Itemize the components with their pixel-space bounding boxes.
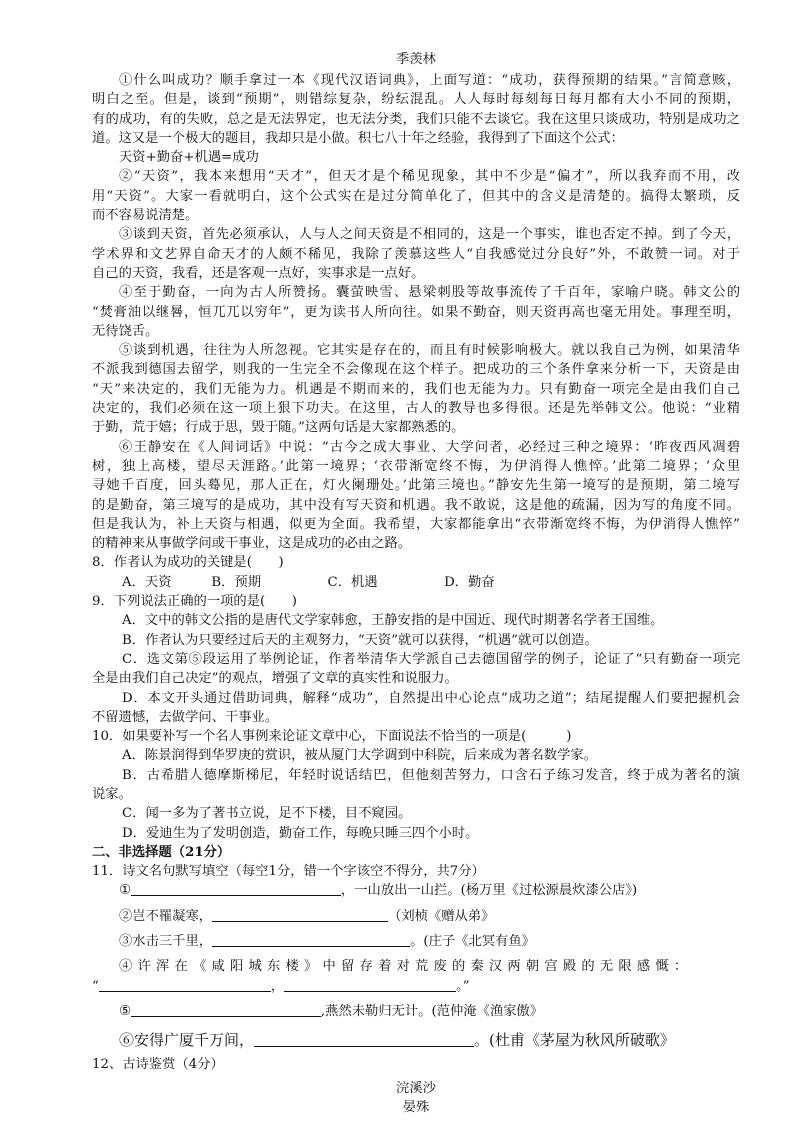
exam-page [92, 50, 740, 1117]
passage-line: ⑥王静安在《人间词话》中说：“古今之成大事业、大学问者，必经过三种之境界：‘昨夜西风凋碧 [119, 439, 740, 455]
passage-line: ④至于勤奋，一向为古人所赞扬。囊萤映雪、悬梁刺股等故事流传了千百年，家喻户晓。韩文公的 [119, 285, 740, 301]
answer-option[interactable]: B．古希腊人德摩斯梯尼，年轻时说话结巴，但他刻苦努力，口含石子练习发音，终于成为著名的演 [122, 767, 740, 783]
passage-line: 于勤，荒于嬉；行成于思，毁于随。”这两句话是大家都熟悉的。 [92, 420, 465, 436]
answer-blank[interactable] [254, 1032, 474, 1047]
passage-line: ③谈到天资，首先必须承认，人与人之间天资是不相同的，这是一个事实，谁也否定不掉。到了今天， [119, 227, 740, 243]
answer-blank[interactable] [131, 1002, 321, 1017]
passage-line: 决定的，我们必须在这一项上狠下功夫。在这里，古人的教导也多得很。还是先举韩文公。他说：“业精 [92, 401, 740, 417]
answer-blank[interactable] [131, 881, 341, 896]
passage-line: 无待饶舌。 [92, 323, 159, 339]
passage-line: 自己的天资，我看，还是客观一点好，实事求是一点好。 [92, 265, 425, 281]
passage-line: “天”来决定的，我们无能为力。机遇是不期而来的，我们也无能为力。只有勤奋一项完全是由我们自己 [92, 381, 740, 397]
section-title: 二、非选择题（21分） [92, 844, 231, 860]
passage-line: 树，独上高楼，望尽天涯路。’此第一境界；‘衣带渐宽终不悔，为伊消得人憔悴。’此第二境界；‘众里 [92, 458, 740, 474]
passage-line: 的精神来从事做学问或干事业，这是成功的必由之路。 [92, 536, 412, 552]
question-stem: 8．作者认为成功的关键是( ) [92, 555, 284, 571]
question-12-stem: 12、古诗鉴赏（4分） [92, 1057, 224, 1073]
fill-item-1: ① ，一山放出一山拦。(杨万里《过松源晨炊漆公店》) [119, 883, 638, 899]
fill-item-2: ②岂不罹凝寒， （刘桢《赠从弟》 [119, 908, 495, 924]
passage-line: 学术界和文艺界自命天才的人颇不稀见，我除了羡慕这些人“自我感觉过分良好”外，不敢赞一词。对于 [92, 246, 740, 262]
passage-author: 季羡林 [396, 52, 436, 67]
option-continuation: 说家。 [92, 786, 132, 802]
answer-blank[interactable] [212, 907, 388, 922]
option-continuation: 全是由我们自己决定”的观点，增强了文章的真实性和说服力。 [92, 671, 458, 687]
answer-blank[interactable] [284, 977, 456, 992]
passage-line: 天资+勤奋+机遇=成功 [119, 150, 259, 166]
fill-item-3: ③水击三千里， 。(庄子《北冥有鱼》 [119, 934, 535, 950]
answer-option[interactable]: D．本文开头通过借助词典，解释“成功”，自然提出中心论点“成功之道”；结尾提醒人们要把握机会 [122, 690, 740, 706]
passage-line: 明白之至。但是，谈到“预期”，则错综复杂，纷纭混乱。人人每时每刻每日每月都有大小不同的预期， [92, 92, 740, 108]
answer-option[interactable]: C．选文第⑤段运用了举例论证，作者举清华大学派自己去德国留学的例子，论证了“只有勤奋一项完 [122, 651, 740, 667]
answer-blank[interactable] [212, 932, 410, 947]
passage-line: “焚膏油以继晷，恒兀兀以穷年”，更为读书人所向往。如果不勤奋，则天资再高也毫无用处。事理至明， [92, 304, 740, 320]
answer-blank[interactable] [99, 977, 271, 992]
passage-line: 不派我到德国去留学，则我的一生完全不会像现在这个样子。把成功的三个条件拿来分析一下，天资是由 [92, 362, 740, 378]
fill-item-4-blanks: “ ， 。” [92, 978, 470, 994]
fill-item-5: ⑤ ,燕然未勒归无计。(范仲淹《渔家傲》 [119, 1003, 544, 1019]
question-11-stem: 11．诗文名句默写填空（每空1分，错一个字该空不得分，共7分） [92, 864, 485, 880]
passage-line: ⑤谈到机遇，往往为人所忽视。它其实是存在的，而且有时候影响极大。就以我自己为例，如果清华 [119, 343, 740, 359]
passage-line: 寻她千百度，回头蓦见，那人正在，灯火阑珊处。’此第三境也。”静安先生第一境写的是预期，第二境写 [92, 478, 740, 494]
answer-option[interactable]: B．作者认为只要经过后天的主观努力，“天资”就可以获得，“机遇”就可以创造。 [122, 632, 598, 648]
passage-line: 的是勤奋，第三境写的是成功，其中没有写天资和机遇。我不敢说，这是他的疏漏，因为写的角度不同。 [92, 497, 740, 513]
answer-option[interactable]: C．闻一多为了著书立说，足不下楼，目不窥园。 [122, 806, 412, 822]
poem-title: 浣溪沙 [396, 1080, 436, 1096]
fill-item-4: ④许浑在《咸阳城东楼》中留存着对荒废的秦汉两朝宫殿的无限感慨： [119, 959, 693, 975]
passage-line: 道。这又是一个极大的题目，我却只是小做。积七八十年之经验，我得到了下面这个公式： [92, 130, 624, 146]
passage-line: 用“天资”。大家一看就明白，这个公式实在是过分简单化了，但其中的含义是清楚的。搞得太繁琐，反 [92, 188, 740, 204]
answer-option[interactable]: D．爱迪生为了发明创造，勤奋工作，每晚只睡三四个小时。 [122, 825, 479, 841]
passage-line: ①什么叫成功？顺手拿过一本《现代汉语词典》，上面写道：“成功，获得预期的结果。”言简意赅， [119, 73, 740, 88]
question-stem: 9．下列说法正确的一项的是( ) [92, 594, 297, 610]
question-stem: 10．如果要补写一个名人事例来论证文章中心，下面说法不恰当的一项是( ) [92, 729, 572, 745]
fill-item-6: ⑥安得广厦千万间， 。(杜甫《茅屋为秋风所破歌》 [119, 1031, 675, 1050]
passage-line: ②“天资”，我本来想用“天才”，但天才是个稀见现象，其中不少是“偏才”，所以我弃而不用，改 [119, 169, 740, 185]
option-continuation: 不留遗憾，去做学问、干事业。 [92, 709, 279, 725]
multiple-choice-questions [92, 553, 740, 842]
passage-body [92, 71, 740, 553]
answer-option[interactable]: A．文中的韩文公指的是唐代文学家韩愈，王静安指的是中国近、现代时期著名学者王国维。 [122, 613, 664, 629]
answer-option[interactable]: A．天资 B．预期 C．机遇 D．勤奋 [122, 574, 495, 590]
poem-author: 晏殊 [402, 1099, 430, 1115]
passage-line: 而不容易说清楚。 [92, 208, 199, 224]
passage-line: 有的成功，有的失败，总之是无法界定，也无法分类，我们只能不去谈它。我在这里只谈成功，特别是成功之 [92, 111, 740, 127]
answer-option[interactable]: A．陈景润得到华罗庚的赏识，被从厦门大学调到中科院，后来成为著名数学家。 [122, 748, 597, 764]
passage-line: 但是我认为，补上天资与相遇，似更为全面。我希望，大家都能拿出“衣带渐宽终不悔，为伊消得人憔悴” [92, 516, 740, 532]
